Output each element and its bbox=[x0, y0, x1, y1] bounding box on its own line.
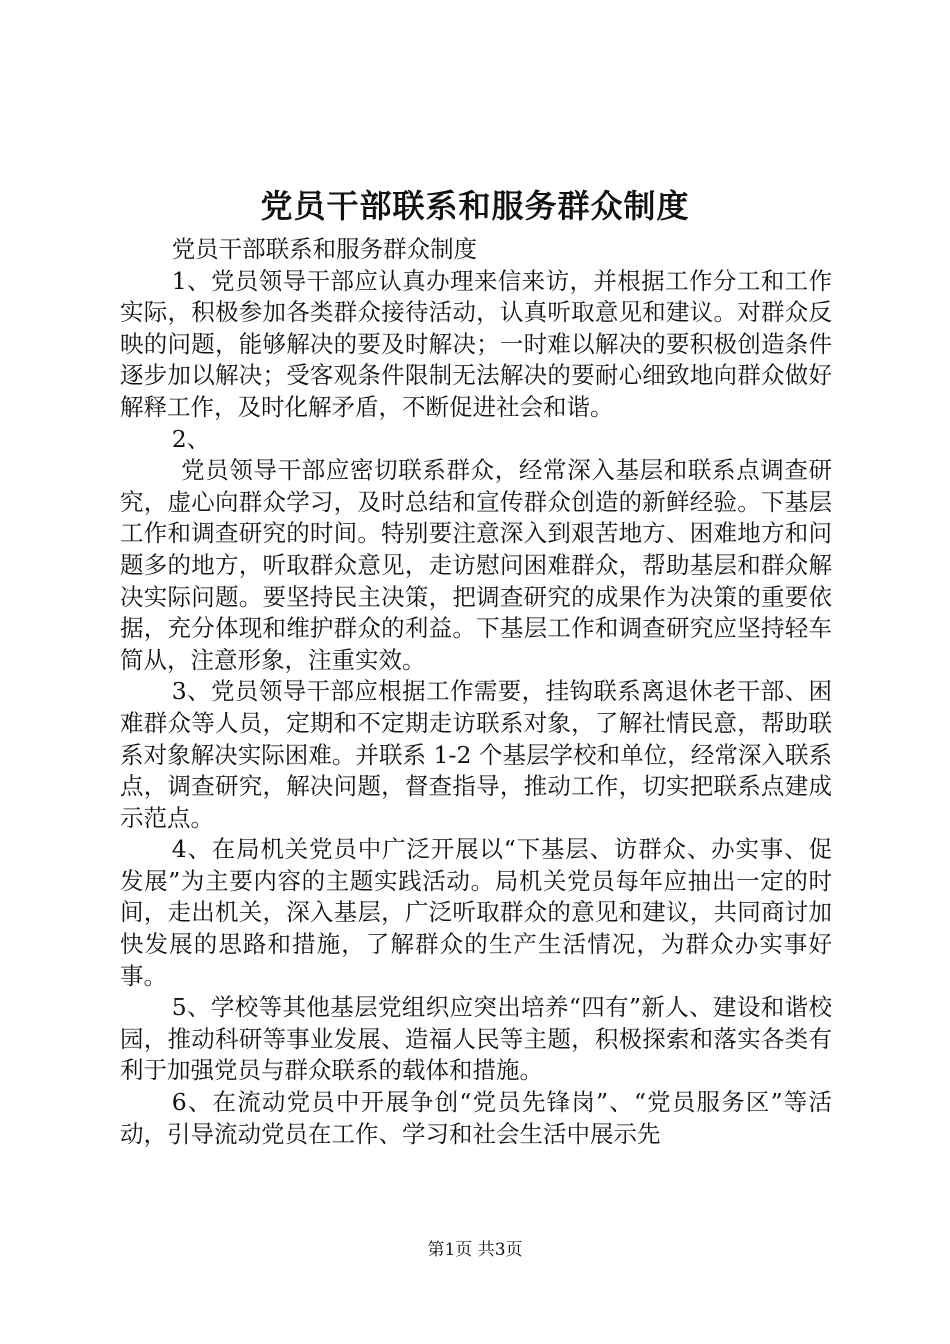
paragraph-2: 党员领导干部应密切联系群众，经常深入基层和联系点调查研究，虚心向群众学习，及时总结和宣传群众创造的新鲜经验。下基层工作和调查研究的时间。特别要注意深入到艰苦地方、困难地方和问题多的地方，听取群众意见，走访慰问困难群众，帮助基层和群众解决实际问题。要坚持民主决策，把调查研究的成果作为决策的重要依据，充分体现和维护群众的利益。下基层工作和调查研究应坚持轻车简从，注意形象，注重实效。 bbox=[120, 456, 832, 674]
paragraph-5: 5、学校等其他基层党组织应突出培养“四有”新人、建设和谐校园，推动科研等事业发展、造福人民等主题，积极探索和落实各类有利于加强党员与群众联系的载体和措施。 bbox=[120, 993, 832, 1085]
paragraph-6: 6、在流动党员中开展争创“党员先锋岗”、“党员服务区”等活动，引导流动党员在工作、学习和社会生活中展示先 bbox=[120, 1088, 832, 1148]
document-title: 党员干部联系和服务群众制度 bbox=[260, 187, 690, 225]
subtitle-paragraph: 党员干部联系和服务群众制度 bbox=[171, 235, 478, 263]
paragraph-1: 1、党员领导干部应认真办理来信来访，并根据工作分工和工作实际，积极参加各类群众接待活动，认真听取意见和建议。对群众反映的问题，能够解决的要及时解决；一时难以解决的要积极创造条件逐步加以解决；受客观条件限制无法解决的要耐心细致地向群众做好解释工作，及时化解矛盾，不断促进社会和谐。 bbox=[120, 266, 832, 421]
paragraph-4: 4、在局机关党员中广泛开展以“下基层、访群众、办实事、促发展”为主要内容的主题实践活动。局机关党员每年应抽出一定的时间，走出机关，深入基层，广泛听取群众的意见和建议，共同商讨加快发展的思路和措施，了解群众的生产生活情况，为群众办实事好事。 bbox=[120, 835, 832, 990]
document-body bbox=[120, 234, 832, 1150]
paragraph-3: 3、党员领导干部应根据工作需要，挂钩联系离退休老干部、困难群众等人员，定期和不定期走访联系对象，了解社情民意，帮助联系对象解决实际困难。并联系 1-2 个基层学校和单位，经常深入联系点，调查研究，解决问题，督查指导，推动工作，切实把联系点建成示范点。 bbox=[120, 677, 832, 832]
page-number-footer: 第1页 共3页 bbox=[427, 1240, 523, 1260]
paragraph-2-number: 2、 bbox=[171, 424, 211, 453]
